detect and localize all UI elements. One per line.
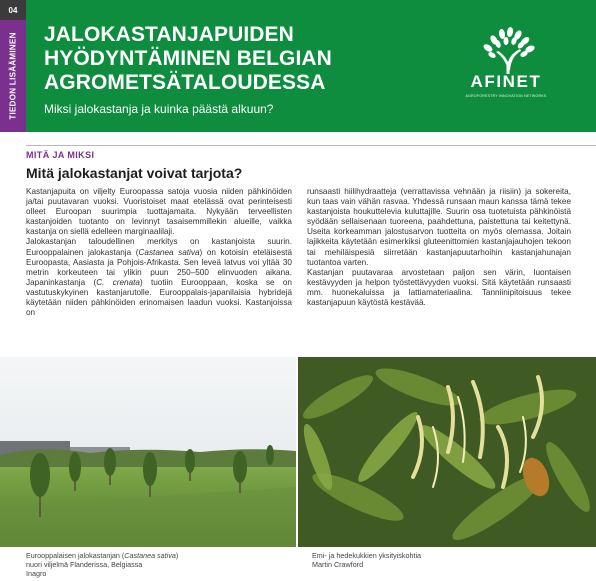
body-column-left [26,187,292,318]
page-title [44,23,424,95]
caption-line [26,551,178,560]
photo-caption-left [26,551,178,578]
text-run: ) [175,551,179,560]
caption-line: Emi- ja hedekukkien yksityiskohtia [312,551,422,560]
section-heading: Mitä jalokastanjat voivat tarjota? [26,165,243,181]
section-label: MITÄ JA MIKSI [26,150,95,160]
text-run: ) on kotoisin eteläisestä Euroopasta, Aasiasta ja Pohjois-Afrikasta. Sen leveä latvus voi yltää 30 metrin korkeuteen tai ylikin puun 250–500 elinvuoden aikana. Japaninkastanja ( [26,247,293,287]
chestnut-flowers-photo [298,357,596,547]
photo-caption-right [312,551,421,569]
orchard-photo [0,357,296,547]
body-paragraph: runsaasti hiilihydraatteja (verrattavissa vehnään ja riisiin) ja sokereita, kun taas vain vähän rasvaa. Yhdessä runsaan maun kanssa tämä tekee kastanjoista houkuttelevia kuluttajille. Suurin osa tuotetuista pähkinöistä syödään sellaisenaan tuoreena, paahdettuna, paistettuna tai keitettynä. Useita korkeamman jalostusarvon tuotteita on myös olemassa. Joitain lajikkeita käytetään esimerkiksi gluteenittomien kastanjajauhojen tekoon tai mehiläispesiä siirretään kastanjapuutarhoihin kastanjahunajan tuotantoa varten. [307,187,571,267]
species-name: Castanea sativa [138,247,200,257]
species-name: Castanea sativa [124,551,176,560]
side-tab-label: TIEDON LISÄÄMINEN [8,32,18,120]
logo-tagline: AGROFORESTRY INNOVATION NETWORKS [465,94,547,98]
body-column-right [307,187,571,308]
afinet-tree-logo-icon [458,22,558,112]
text-run: Eurooppalaisen jalokastanjan ( [26,551,125,560]
side-tab [0,20,26,132]
page-number: 04 [0,0,26,20]
title-line-2: HYÖDYNTÄMINEN BELGIAN [44,47,332,70]
body-paragraph: Kastanjapuita on viljelty Euroopassa satoja vuosia niiden pähkinöiden ja/tai puutavaran vuoksi. Vuoristoiset maat etelässä ovat perinteisesti olleet Euroopan suurimpia tuottajamaita. Nykyään terveellisten kastanjoiden tuotanto on levinnyt tasaisemmillekin alueille, vaikka kastanja on siellä edelleen marginaalilaji. [26,187,292,237]
text-run: ) tuotiin Eurooppaan, koska se on vastutuskykyinen kastanjarutolle. Eurooppalais-japanilaisia hybridejä käytetään niiden pähkinöiden erinomaisen laadun vuoksi. Kastanjoissa on [26,277,292,318]
caption-line: nuori viljelmä Flanderissa, Belgiassa [26,560,143,569]
body-paragraph [26,237,292,318]
title-line-1: JALOKASTANJAPUIDEN [44,23,294,46]
photo-credit: Inagro [26,569,47,578]
body-paragraph: Kastanjan puutavaraa arvostetaan paljon sen värin, luontaisen kestävyyden ja helpon työstettävyyden vuoksi. Sitä käytetään runsaasti mm. huonekaluissa ja lattiamateriaalina. Tanniinipitoisuus tekee kastanjapuun käytöstä kestävää. [307,267,571,308]
page-subtitle: Miksi jalokastanja ja kuinka päästä alkuun? [44,102,274,116]
text-run: Jalokastanjan taloudellinen merkitys on kastanjoista suurin. Eurooppalainen jalokastanja ( [26,237,292,257]
logo-wordmark: AFINET [470,72,542,91]
title-line-3: AGROMETSÄTALOUDESSA [44,71,326,94]
species-name: C. crenata [96,277,140,287]
section-divider [26,145,596,146]
photo-credit: Martin Crawford [312,560,364,569]
